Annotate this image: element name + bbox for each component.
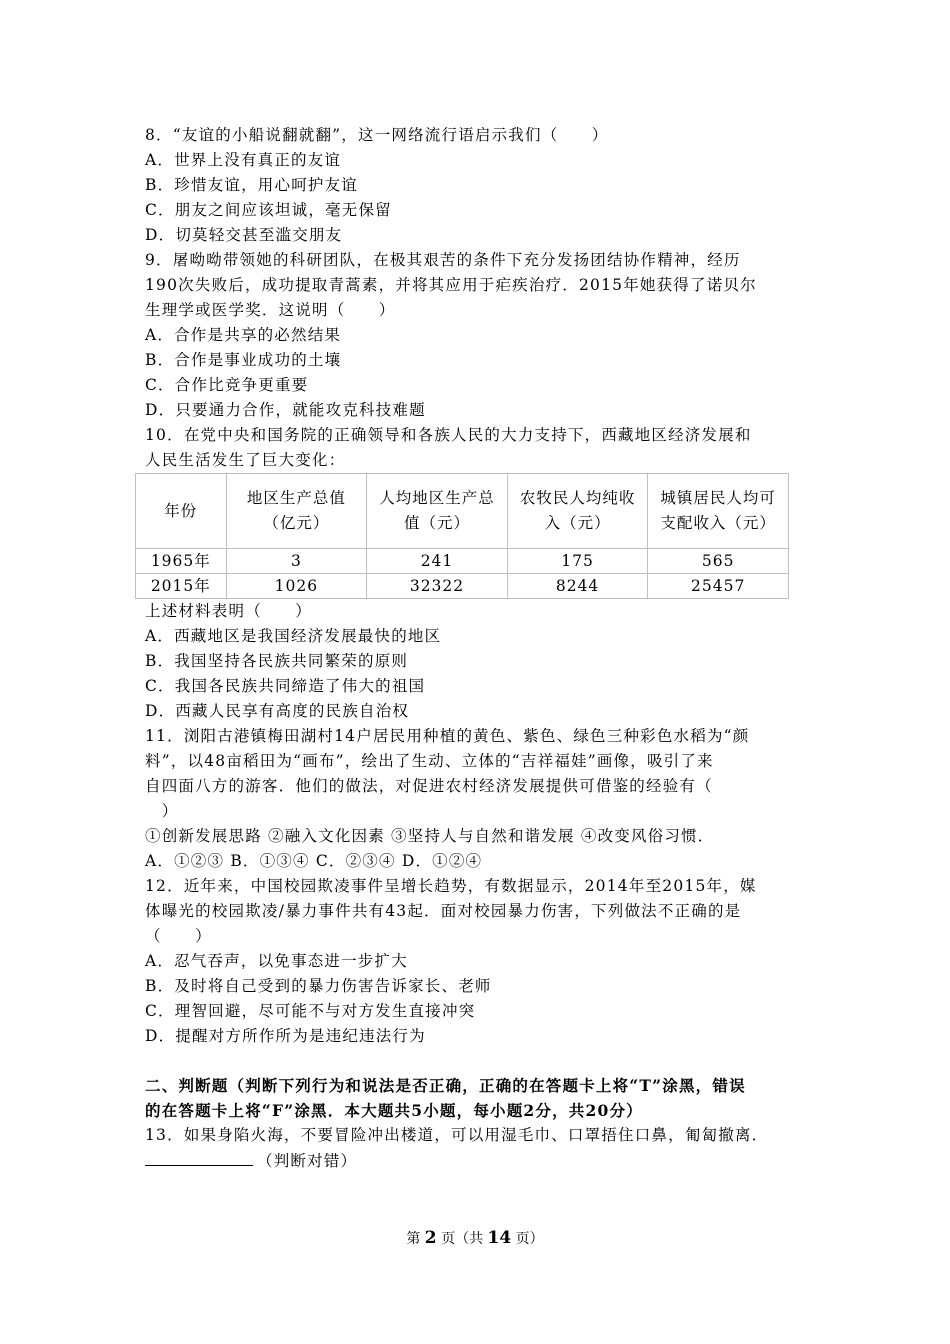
q9-stem-line-1: 9．屠呦呦带领她的科研团队，在极其艰苦的条件下充分发扬团结协作精神，经历 xyxy=(145,251,741,269)
q11-stem-line-2: 料”，以48亩稻田为“画布”，绘出了生动、立体的“吉祥福娃”画像，吸引了来 xyxy=(145,752,714,770)
table-cell: 1965年 xyxy=(136,549,227,574)
table-row xyxy=(136,549,789,574)
table-header-row xyxy=(136,474,789,549)
q9-option-d: D．只要通力合作，就能攻克科技难题 xyxy=(145,401,426,419)
table-cell: 25457 xyxy=(648,574,789,599)
table-cell: 32322 xyxy=(367,574,508,599)
q10-stem-line-2: 人民生活发生了巨大变化： xyxy=(145,451,346,469)
header-urban-income: 城镇居民人均可支配收入（元） xyxy=(648,474,789,549)
q12-option-d: D．提醒对方所作所为是违纪违法行为 xyxy=(145,1027,426,1045)
table-row xyxy=(136,574,789,599)
q10-option-a: A．西藏地区是我国经济发展最快的地区 xyxy=(145,627,442,645)
q11-choices: ①创新发展思路 ②融入文化因素 ③坚持人与自然和谐发展 ④改变风俗习惯． xyxy=(145,827,715,845)
footer-mid: 页（共 xyxy=(441,1231,484,1247)
page-content xyxy=(145,123,810,1173)
table-cell: 3 xyxy=(226,549,367,574)
q11-stem-line-3: 自四面八方的游客．他们的做法，对促进农村经济发展提供可借鉴的经验有（ xyxy=(145,777,713,795)
table-cell: 565 xyxy=(648,549,789,574)
footer-page-number: 2 xyxy=(424,1228,437,1248)
q11-stem-line-4: ） xyxy=(145,802,179,820)
page-footer xyxy=(0,1228,950,1248)
footer-total-pages: 14 xyxy=(487,1228,512,1248)
q8-option-c: C．朋友之间应该坦诚，毫无保留 xyxy=(145,201,392,219)
header-gdp: 地区生产总值（亿元） xyxy=(226,474,367,549)
q9-stem-line-3: 生理学或医学奖．这说明（ ） xyxy=(145,301,396,319)
table-cell: 2015年 xyxy=(136,574,227,599)
q13-answer-line xyxy=(145,1148,810,1173)
header-gdp-per-capita: 人均地区生产总值（元） xyxy=(367,474,508,549)
q9-option-c: C．合作比竞争更重要 xyxy=(145,376,309,394)
q12-option-a: A．忍气吞声，以免事态进一步扩大 xyxy=(145,952,408,970)
q11-stem-line-1: 11．浏阳古港镇梅田湖村14户居民用种植的黄色、紫色、绿色三种彩色水稻为“颜 xyxy=(145,727,750,745)
q12-stem-line-1: 12．近年来，中国校园欺凌事件呈增长趋势，有数据显示，2014年至2015年，媒 xyxy=(145,877,757,895)
q8-stem: 8．“友谊的小船说翻就翻”，这一网络流行语启示我们（ ） xyxy=(145,126,609,144)
q9-option-a: A．合作是共享的必然结果 xyxy=(145,326,342,344)
q10-after-table: 上述材料表明（ ） xyxy=(145,602,313,620)
table-cell: 241 xyxy=(367,549,508,574)
q11-options: A．①②③ B．①③④ C．②③④ D．①②④ xyxy=(145,852,483,870)
section2-title-line-2: 的在答题卡上将“F”涂黑．本大题共5小题，每小题2分，共20分） xyxy=(145,1101,643,1120)
q8-option-a: A．世界上没有真正的友谊 xyxy=(145,151,342,169)
tibet-statistics-table xyxy=(135,473,789,599)
table-cell: 1026 xyxy=(226,574,367,599)
section-gap xyxy=(145,1049,810,1073)
q9-stem-line-2: 190次失败后，成功提取青蒿素，并将其应用于疟疾治疗．2015年她获得了诺贝尔 xyxy=(145,276,757,294)
section2-title-line-1: 二、判断题（判断下列行为和说法是否正确，正确的在答题卡上将“T”涂黑，错误 xyxy=(145,1076,746,1095)
q10-option-d: D．西藏人民享有高度的民族自治权 xyxy=(145,702,410,720)
table-cell: 8244 xyxy=(507,574,648,599)
q12-option-c: C．理智回避，尽可能不与对方发生直接冲突 xyxy=(145,1002,476,1020)
table-cell: 175 xyxy=(507,549,648,574)
header-rural-income: 农牧民人均纯收入（元） xyxy=(507,474,648,549)
header-year: 年份 xyxy=(136,474,227,549)
answer-blank[interactable] xyxy=(145,1148,253,1166)
q12-option-b: B．及时将自己受到的暴力伤害告诉家长、老师 xyxy=(145,977,492,995)
q10-stem-line-1: 10．在党中央和国务院的正确领导和各族人民的大力支持下，西藏地区经济发展和 xyxy=(145,426,752,444)
q8-option-d: D．切莫轻交甚至滥交朋友 xyxy=(145,226,343,244)
q12-stem-line-3: （ ） xyxy=(145,927,212,945)
q12-stem-line-2: 体曝光的校园欺凌/暴力事件共有43起．面对校园暴力伤害，下列做法不正确的是 xyxy=(145,902,742,920)
q10-option-c: C．我国各民族共同缔造了伟大的祖国 xyxy=(145,677,426,695)
q10-option-b: B．我国坚持各民族共同繁荣的原则 xyxy=(145,652,409,670)
q13-stem: 13．如果身陷火海，不要冒险冲出楼道，可以用湿毛巾、口罩捂住口鼻，匍匐撤离． xyxy=(145,1126,769,1144)
footer-post: 页） xyxy=(515,1231,544,1247)
footer-pre: 第 xyxy=(406,1231,421,1247)
q9-option-b: B．合作是事业成功的土壤 xyxy=(145,351,342,369)
q13-answer-hint: （判断对错） xyxy=(257,1152,358,1170)
q8-option-b: B．珍惜友谊，用心呵护友谊 xyxy=(145,176,358,194)
